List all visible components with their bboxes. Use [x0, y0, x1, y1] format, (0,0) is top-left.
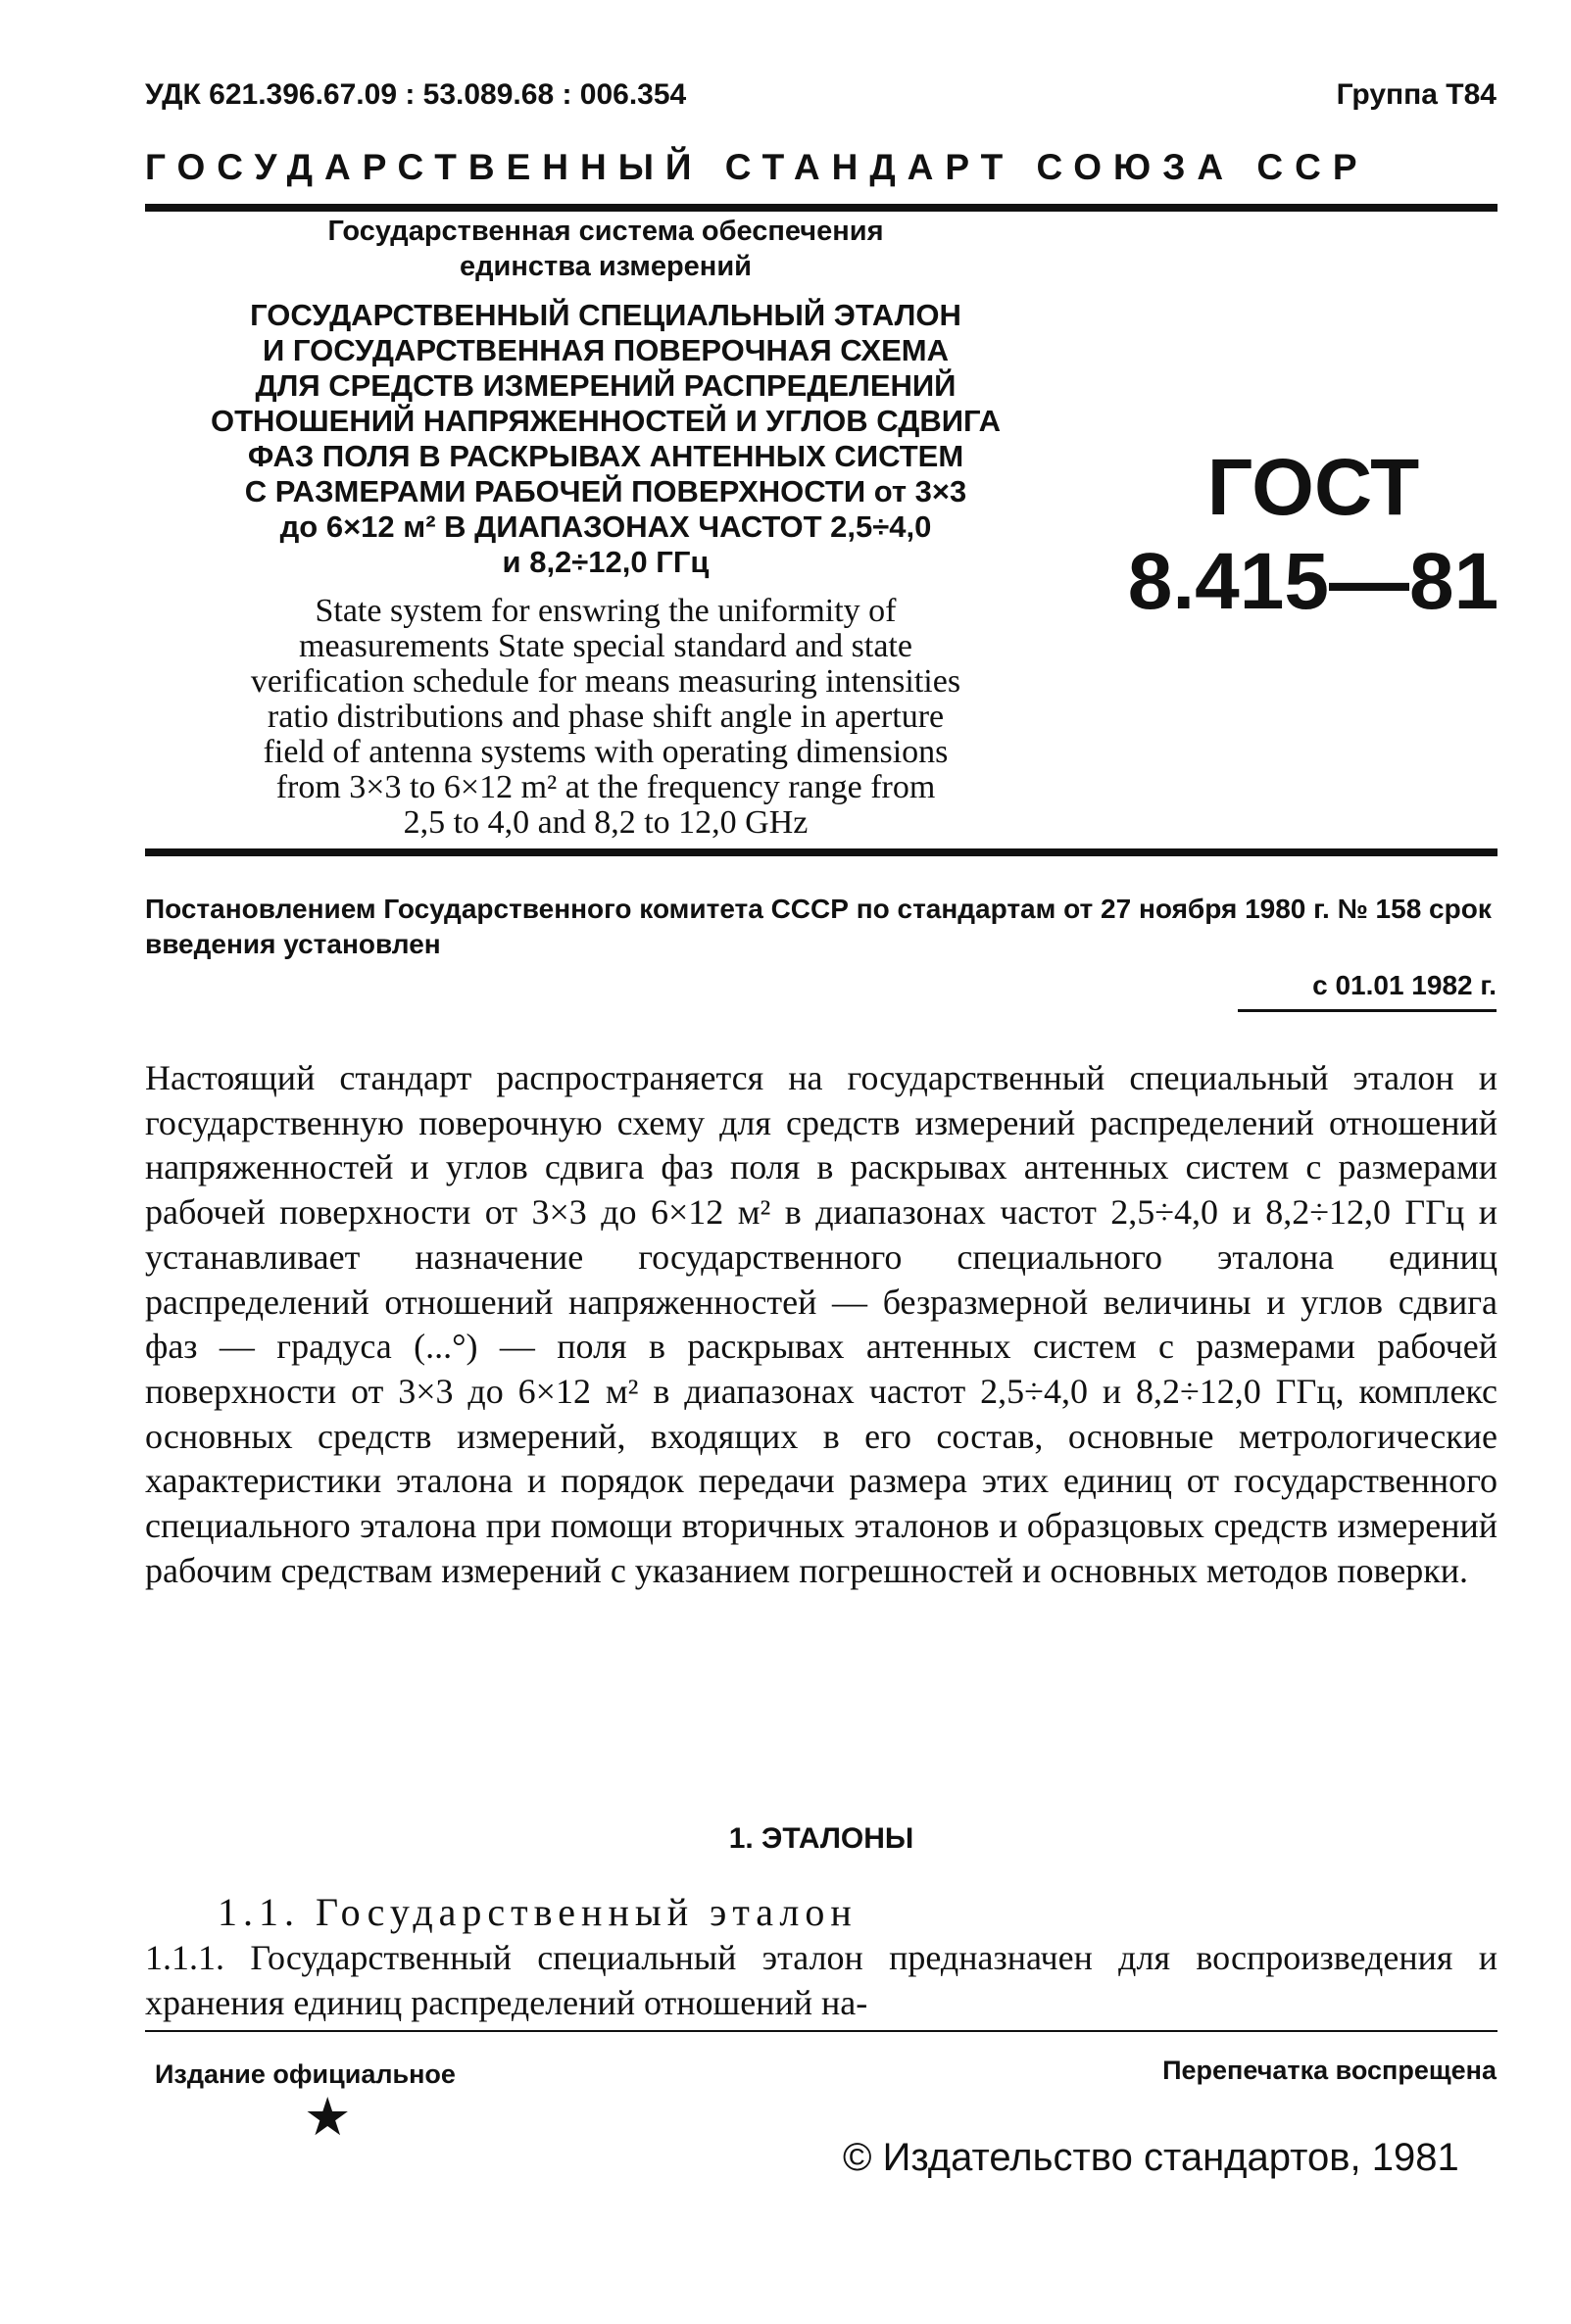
footer-rule	[145, 2030, 1497, 2032]
title-ru-line: до 6×12 м² В ДИАПАЗОНАХ ЧАСТОТ 2,5÷4,0	[279, 509, 932, 544]
clause-text: 1.1.1. Государственный специальный эталон предназначен для воспроизведения и хранения единиц распределений отношений на-	[145, 1938, 1497, 2022]
gost-number: 8.415—81	[1127, 537, 1499, 626]
title-ru-line: ФАЗ ПОЛЯ В РАСКРЫВАХ АНТЕННЫХ СИСТЕМ	[247, 439, 964, 473]
system-name	[145, 214, 1066, 284]
udk-code: УДК 621.396.67.09 : 53.089.68 : 006.354	[145, 78, 687, 111]
section-title: 1. ЭТАЛОНЫ	[728, 1822, 914, 1855]
effective-date: с 01.01 1982 г.	[1312, 970, 1497, 1000]
title-bottom-rule	[145, 848, 1497, 856]
title-en-line: field of antenna systems with operating dimensions	[263, 734, 949, 770]
title-en-line: ratio distributions and phase shift angle in aperture	[267, 699, 945, 735]
title-ru-line: ГОСУДАРСТВЕННЫЙ СПЕЦИАЛЬНЫЙ ЭТАЛОН	[250, 298, 961, 332]
title-russian	[145, 298, 1066, 580]
official-edition: Издание официальное	[155, 2059, 456, 2089]
title-ru-line: и 8,2÷12,0 ГГц	[502, 545, 710, 579]
system-line: Государственная система обеспечения	[327, 216, 884, 247]
title-ru-line: ОТНОШЕНИЙ НАПРЯЖЕННОСТЕЙ И УГЛОВ СДВИГА	[210, 404, 1002, 438]
effective-date-underline	[1238, 1009, 1497, 1012]
title-en-line: verification schedule for means measuring intensities	[250, 663, 961, 700]
gost-designation	[1127, 441, 1499, 629]
title-ru-line: С РАЗМЕРАМИ РАБОЧЕЙ ПОВЕРХНОСТИ от 3×3	[244, 474, 967, 508]
title-en-line: 2,5 to 4,0 and 8,2 to 12,0 GHz	[403, 804, 809, 841]
copyright: © Издательство стандартов, 1981	[843, 2136, 1459, 2179]
title-block	[145, 214, 1066, 841]
title-ru-line: ДЛЯ СРЕДСТВ ИЗМЕРЕНИЙ РАСПРЕДЕЛЕНИЙ	[255, 368, 957, 403]
title-ru-line: И ГОСУДАРСТВЕННАЯ ПОВЕРОЧНАЯ СХЕМА	[263, 333, 949, 367]
gost-label: ГОСТ	[1206, 443, 1420, 532]
title-en-line: State system for enswring the uniformity of	[315, 593, 897, 629]
group-code: Группа Т84	[1336, 78, 1497, 111]
body-paragraph: Настоящий стандарт распространяется на государственный специальный эталон и государственную поверочную схему для средств измерений распределений отношений напряженностей и углов сдвига фаз поля в раскрывах антенных систем с размерами рабочей поверхности от 3×3 до 6×12 м² в диапазонах частот 2,5÷4,0 и 8,2÷12,0 ГГц и устанавливает назначение государственного специального эталона единиц распределений отношений напряженностей — безразмерной величины и углов сдвига фаз — градуса (...°) — поля в раскрывах антенных систем с размерами рабочей поверхности от 3×3 до 6×12 м² в диапазонах частот 2,5÷4,0 и 8,2÷12,0 ГГц, комплекс основных средств измерений, входящих в его состав, основные метрологические характеристики эталона и порядок передачи размера этих единиц от государственного специального эталона при помощи вторичных эталонов и образцовых средств измерений рабочим средствам измерений с указанием погрешностей и основных методов поверки.	[145, 1058, 1497, 1590]
star-icon: ★	[304, 2088, 352, 2147]
title-en-line: measurements State special standard and state	[299, 628, 912, 664]
header-rule	[145, 204, 1497, 212]
title-en-line: from 3×3 to 6×12 m² at the frequency range from	[275, 769, 936, 805]
decree-text: Постановлением Государственного комитета СССР по стандартам от 27 ноября 1980 г. № 158 срок введения установлен	[145, 894, 1492, 959]
subsection-heading: 1.1. Государственный эталон	[218, 1890, 858, 1934]
reprint-prohibited: Перепечатка воспрещена	[1162, 2056, 1497, 2085]
system-line: единства измерений	[460, 251, 752, 282]
title-english	[145, 594, 1066, 841]
standard-title: ГОСУДАРСТВЕННЫЙ СТАНДАРТ СОЮЗА ССР	[145, 147, 1369, 187]
